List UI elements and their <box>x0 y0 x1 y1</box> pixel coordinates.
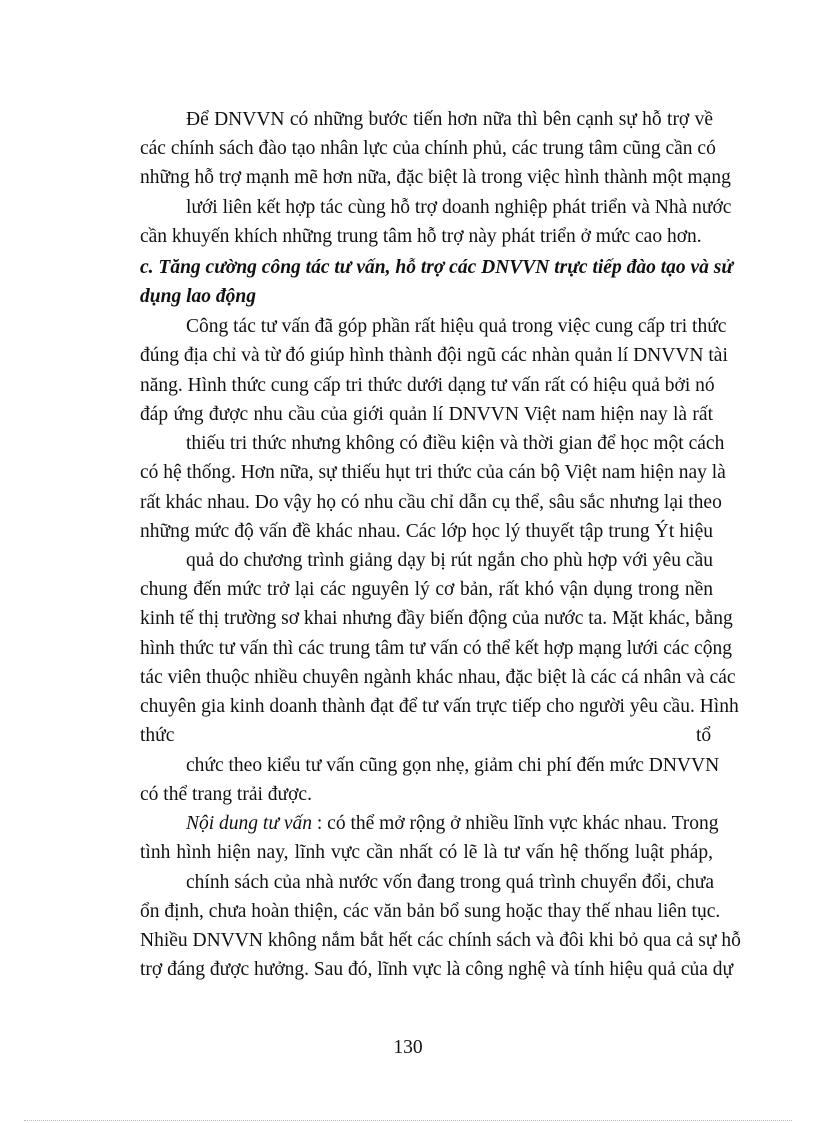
paragraph-line: cần khuyến khích những trung tâm hỗ trợ này phát triển ở mức cao hơn. <box>140 226 702 247</box>
paragraph-line: hình thức tư vấn thì các trung tâm tư vấn có thể kết hợp mạng lưới các cộng <box>140 638 732 659</box>
paragraph-line: tổ <box>696 725 712 746</box>
subsection-label: Nội dung tư vấn <box>186 813 313 834</box>
paragraph-line: chung đến mức trở lại các nguyên lý cơ bản, rất khó vận dụng trong nền <box>140 579 713 600</box>
paragraph-line: đúng địa chỉ và từ đó giúp hình thành đội ngũ các nhàn quản lí DNVVN tài <box>140 345 728 366</box>
paragraph-line: kinh tế thị trường sơ khai nhưng đầy biến động của nước ta. Mặt khác, bằng <box>140 608 733 629</box>
paragraph-line: rất khác nhau. Do vậy họ có nhu cầu chỉ dẫn cụ thể, sâu sắc nhưng lại theo <box>140 492 722 513</box>
paragraph-line: Nhiều DNVVN không nắm bắt hết các chính sách và đôi khi bỏ qua cả sự hỗ <box>140 930 741 951</box>
paragraph-line: tình hình hiện nay, lĩnh vực cần nhất có lẽ là tư vấn hệ thống luật pháp, <box>140 842 713 863</box>
paragraph-line: năng. Hình thức cung cấp tri thức dưới dạng tư vấn rất có hiệu quả bởi nó <box>140 375 715 396</box>
paragraph-line: chức theo kiểu tư vấn cũng gọn nhẹ, giảm chi phí đến mức DNVVN <box>186 755 720 776</box>
paragraph-line: lưới liên kết hợp tác cùng hỗ trợ doanh nghiệp phát triển và Nhà nước <box>186 197 732 218</box>
paragraph-line: có hệ thống. Hơn nữa, sự thiếu hụt tri thức của cán bộ Việt nam hiện nay là <box>140 462 726 483</box>
paragraph-line: thức <box>140 725 175 746</box>
paragraph-line: những mức độ vấn đề khác nhau. Các lớp học lý thuyết tập trung Ýt hiệu <box>140 521 713 542</box>
paragraph-line: các chính sách đào tạo nhân lực của chính phủ, các trung tâm cũng cần có <box>140 138 716 159</box>
paragraph-line: tác viên thuộc nhiều chuyên ngành khác nhau, đặc biệt là các cá nhân và các <box>140 667 736 688</box>
paragraph-line: chính sách của nhà nước vốn đang trong quá trình chuyển đổi, chưa <box>186 872 715 893</box>
paragraph-line: Để DNVVN có những bước tiến hơn nữa thì bên cạnh sự hỗ trợ về <box>186 109 713 130</box>
paragraph-line: quả do chương trình giảng dạy bị rút ngắn cho phù hợp với yêu cầu <box>186 550 713 571</box>
footer-divider <box>24 1120 792 1121</box>
paragraph-line: ổn định, chưa hoàn thiện, các văn bản bổ sung hoặc thay thế nhau liên tục. <box>140 901 721 922</box>
paragraph-line: có thể trang trải được. <box>140 784 312 805</box>
section-heading: dụng lao động <box>140 286 256 307</box>
paragraph-line: thiếu tri thức nhưng không có điều kiện và thời gian để học một cách <box>186 433 725 454</box>
page-number: 130 <box>393 1037 423 1058</box>
paragraph-line: đáp ứng được nhu cầu của giới quản lí DNVVN Việt nam hiện nay là rất <box>140 404 713 425</box>
paragraph-line: những hỗ trợ mạnh mẽ hơn nữa, đặc biệt là trong việc hình thành một mạng <box>140 167 731 188</box>
inline-text: : có thể mở rộng ở nhiều lĩnh vực khác nhau. Trong <box>316 813 719 834</box>
paragraph-line <box>186 810 719 838</box>
paragraph-line: trợ đáng được hưởng. Sau đó, lĩnh vực là công nghệ và tính hiệu quả của dự <box>140 959 734 980</box>
paragraph-line: Công tác tư vấn đã góp phần rất hiệu quả trong việc cung cấp tri thức <box>186 316 727 337</box>
section-heading: c. Tăng cường công tác tư vấn, hỗ trợ các DNVVN trực tiếp đào tạo và sử <box>140 257 734 278</box>
paragraph-line: chuyên gia kinh doanh thành đạt để tư vấn trực tiếp cho người yêu cầu. Hình <box>140 696 739 717</box>
